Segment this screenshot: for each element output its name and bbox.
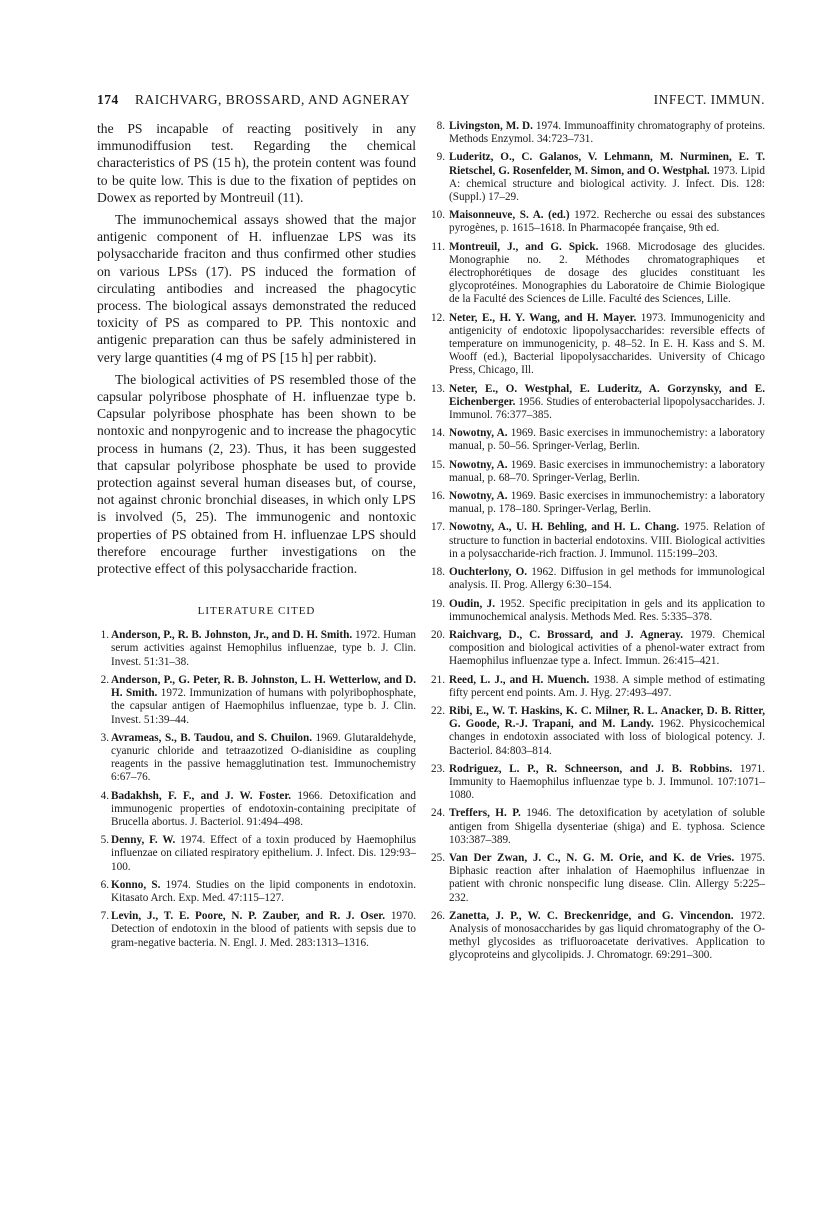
reference-authors: Levin, J., T. E. Poore, N. P. Zauber, and R. J. Oser. — [111, 910, 386, 923]
reference-authors: Reed, L. J., and H. Muench. — [449, 673, 590, 686]
body-paragraph: The immunochemical assays showed that the major antigenic component of H. influenzae LPS was its polysaccharide fraciton and thus confirmed other studies on various LPSs (17). PS induced the formation of circulating antibodies and increased the phagocytic process. The biological assays demonstrated the reduced toxicity of PS as compared to PP. This nontoxic and antigenic preparation can thus be safely administered in very large quantities (4 mg of PS [15 h] per rabbit). — [97, 212, 416, 365]
reference-authors: Avrameas, S., B. Taudou, and S. Chuilon. — [111, 731, 312, 744]
reference-number: 1. — [100, 629, 109, 642]
reference-entry — [433, 910, 765, 963]
reference-text: 1975. Biphasic reaction after inhalation of Haemophilus influenzae in patient with chronic nonspecific lung disease. Clin. Allergy 5:225–232. — [449, 851, 765, 904]
reference-authors: Luderitz, O., C. Galanos, V. Lehmann, M. Nurminen, E. T. Rietschel, G. Rosenfelder, M. Simon, and O. Westphal. — [449, 151, 765, 177]
reference-text: 1972. Analysis of monosaccharides by gas liquid chromatography of the O-methyl glycosides as trifluoroacetate derivatives. Application to glycoproteins and glycolipids. J. Chromatogr. 69:291–300. — [449, 909, 765, 962]
journal-name: INFECT. IMMUN. — [653, 92, 765, 107]
reference-text: 1946. The detoxification by acetylation of soluble antigen from Shigella dysenteriae (shiga) and E. typhosa. Science 103:387–389. — [449, 807, 765, 846]
reference-authors: Anderson, P., G. Peter, R. B. Johnston, L. H. Wetterlow, and D. H. Smith. — [111, 673, 416, 700]
reference-entry — [97, 629, 416, 669]
reference-entry — [97, 732, 416, 785]
reference-text: 1974. Immunoaffinity chromatography of proteins. Methods Enzymol. 34:723–731. — [449, 120, 766, 146]
reference-entry — [97, 834, 416, 874]
reference-text: 1969. Basic exercises in immunochemistry: a laboratory manual, p. 50–56. Springer-Verlag, Berlin. — [449, 427, 765, 453]
reference-entry — [433, 241, 765, 307]
reference-authors: Maisonneuve, S. A. (ed.) — [449, 209, 570, 222]
body-paragraph: The biological activities of PS resembled those of the capsular polyribose phosphate of H. influenzae type b. Capsular polyribose phosphate has been shown to be nontoxic and nonpyrogenic and to increase the phagocytic process in humans (2, 23). Thus, it has been suggested that capsular polyribose phosphate be used to provide protection against several human diseases but, of course, not against chronic bronchial diseases, in which only LPS is involved (5, 25). The immunogenic and nontoxic properties of PS obtained from H. influenzae LPS should therefore encourage further investigations on the protective effect of this polysaccharide fraction. — [97, 371, 416, 577]
reference-entry — [433, 383, 765, 423]
reference-authors: Nowotny, A. — [449, 427, 508, 440]
reference-number: 11. — [431, 240, 445, 253]
reference-entry — [433, 490, 765, 516]
reference-entry — [433, 763, 765, 803]
reference-authors: Nowotny, A. — [449, 490, 508, 503]
reference-text: 1974. Effect of a toxin produced by Haemophilus influenzae on ciliated respiratory epithelium. J. Infect. Dis. 129:93–100. — [111, 834, 417, 873]
reference-authors: Rodriguez, L. P., R. Schneerson, and J. B. Robbins. — [449, 762, 733, 775]
reference-entry — [433, 312, 765, 378]
reference-text: 1938. A simple method of estimating fifty percent end points. Am. J. Hyg. 27:493–497. — [449, 673, 765, 699]
reference-text: 1970. Detection of endotoxin in the blood of patients with sepsis due to gram-negative bacteria. N. Engl. J. Med. 283:1313–1316. — [111, 910, 416, 949]
reference-number: 7. — [100, 910, 109, 923]
reference-number: 10. — [431, 209, 445, 222]
right-column — [433, 120, 765, 968]
reference-authors: Van Der Zwan, J. C., N. G. M. Orie, and K. de Vries. — [449, 851, 735, 864]
reference-number: 24. — [431, 807, 445, 820]
reference-text: 1972. Recherche ou essai des substances pyrogènes, p. 1615–1618. In Pharmacopée française, 9th ed. — [449, 209, 765, 235]
reference-entry — [433, 459, 765, 485]
reference-text: 1962. Physicochemical changes in endotoxin associated with loss of biological potency. J. Bacteriol. 84:803–814. — [449, 718, 765, 757]
reference-entry — [433, 674, 765, 700]
reference-text: 1952. Specific precipitation in gels and its application to immunochemical analysis. Methods Med. Res. 5:335–378. — [449, 597, 766, 623]
reference-entry — [433, 629, 765, 669]
reference-text: 1969. Glutaraldehyde, cyanuric chloride and tetraazotized O-dianisidine as coupling reagents in the passive hemagglutination test. Immunochemistry 6:67–76. — [111, 731, 417, 784]
reference-number: 12. — [431, 311, 445, 324]
reference-number: 3. — [100, 731, 109, 744]
reference-text: 1956. Studies of enterobacterial lipopolysaccharides. J. Immunol. 76:377–385. — [449, 395, 766, 422]
reference-entry — [97, 674, 416, 727]
reference-text: 1979. Chemical composition and biological activities of a phenol-water extract from Haemophilus influenzae type a. Infect. Immun. 26:415–421. — [449, 628, 766, 668]
reference-text: 1972. Human serum activities against Hemophilus influenzae, type b. J. Clin. Invest. 51:31–38. — [111, 629, 417, 668]
reference-authors: Treffers, H. P. — [449, 807, 521, 820]
page-number: 174 — [97, 92, 119, 107]
reference-number: 23. — [431, 762, 445, 775]
body-paragraph: the PS incapable of reacting positively in any immunodiffusion test. Regarding the chemical characteristics of PS (15 h), the protein content was found to be quite low. This is due to the fixation of peptides on Dowex as reported by Montreuil (11). — [97, 121, 416, 205]
reference-number: 4. — [100, 789, 109, 802]
reference-entry — [433, 151, 765, 204]
reference-entry — [97, 910, 416, 950]
reference-number: 8. — [436, 120, 445, 132]
reference-authors: Nowotny, A. — [449, 458, 508, 471]
reference-number: 26. — [431, 909, 445, 922]
reference-authors: Montreuil, J., and G. Spick. — [449, 240, 599, 253]
reference-entry — [433, 120, 765, 146]
left-column — [97, 120, 416, 955]
reference-authors: Raichvarg, D., C. Brossard, and J. Agneray. — [449, 628, 684, 641]
reference-authors: Badakhsh, F. F., and J. W. Foster. — [111, 789, 292, 802]
reference-list-left — [97, 629, 416, 949]
reference-number: 2. — [100, 673, 109, 686]
running-authors: RAICHVARG, BROSSARD, AND AGNERAY — [135, 92, 411, 107]
reference-number: 5. — [100, 834, 109, 847]
reference-entry — [433, 705, 765, 758]
reference-entry — [433, 598, 765, 624]
reference-entry — [433, 521, 765, 561]
reference-text: 1975. Relation of structure to function in bacterial endotoxins. VIII. Biological activities in a polysaccharide-rich fraction. J. Immunol. 115:199–203. — [449, 521, 766, 560]
reference-number: 16. — [431, 490, 445, 503]
reference-text: 1966. Detoxification and immunogenic properties of endotoxin-containing precipitate of Brucella abortus. J. Bacteriol. 91:494–498. — [111, 789, 416, 828]
reference-authors: Denny, F. W. — [111, 834, 176, 847]
reference-text: 1973. Immunogenicity and antigenicity of endotoxic lipopolysaccharides: reversible effects of temperature on immunogenicity, p. 48–52. In E. H. Kass and S. M. Wooff (ed.), Bacterial lipopolysaccharides. University of Chicago Press, Chicago, Ill. — [449, 311, 766, 377]
reference-authors: Ouchterlony, O. — [449, 566, 528, 579]
reference-text: 1968. Microdosage des glucides. Monographie no. 2. Méthodes chromatographiques et électrophorétiques de dosage des glucides constituant les glycoprotéines. Monographies du Laboratoire de Chimie Biologique de la Faculté des Sciences de Lille. Faculté des Sciences, Lille. — [449, 240, 765, 306]
reference-number: 6. — [100, 878, 109, 891]
reference-number: 15. — [431, 458, 445, 471]
reference-number: 22. — [431, 704, 445, 717]
reference-text: 1969. Basic exercises in immunochemistry: a laboratory manual, p. 178–180. Springer-Verlag, Berlin. — [449, 490, 765, 516]
reference-number: 14. — [431, 427, 445, 440]
reference-entry — [433, 427, 765, 453]
reference-text: 1971. Immunity to Haemophilus influenzae type b. J. Immunol. 107:1071–1080. — [449, 762, 766, 802]
reference-authors: Oudin, J. — [449, 597, 496, 610]
reference-authors: Konno, S. — [111, 878, 161, 891]
reference-authors: Anderson, P., R. B. Johnston, Jr., and D. H. Smith. — [111, 629, 353, 642]
reference-text: 1962. Diffusion in gel methods for immunological analysis. II. Prog. Allergy 6:30–154. — [449, 566, 765, 592]
reference-text: 1969. Basic exercises in immunochemistry: a laboratory manual, p. 68–70. Springer-Verlag, Berlin. — [449, 458, 765, 484]
reference-entry — [97, 879, 416, 905]
reference-number: 9. — [436, 151, 445, 164]
reference-entry — [433, 807, 765, 847]
reference-number: 25. — [431, 851, 445, 864]
reference-number: 13. — [431, 382, 445, 395]
reference-authors: Livingston, M. D. — [449, 120, 533, 132]
reference-number: 18. — [431, 566, 445, 579]
reference-entry — [433, 852, 765, 905]
reference-text: 1973. Lipid A: chemical structure and biological activity. J. Infect. Dis. 128: (Suppl.) 17–29. — [449, 164, 766, 204]
reference-authors: Neter, E., H. Y. Wang, and H. Mayer. — [449, 311, 637, 324]
reference-number: 20. — [431, 628, 445, 641]
reference-number: 21. — [431, 673, 445, 686]
reference-number: 19. — [431, 597, 445, 610]
reference-text: 1974. Studies on the lipid components in endotoxin. Kitasato Arch. Exp. Med. 47:115–127. — [111, 878, 417, 904]
reference-authors: Nowotny, A., U. H. Behling, and H. L. Chang. — [449, 521, 680, 534]
reference-number: 17. — [431, 521, 445, 534]
reference-entry — [97, 790, 416, 830]
reference-entry — [433, 566, 765, 592]
reference-authors: Zanetta, J. P., W. C. Breckenridge, and G. Vincendon. — [449, 909, 734, 922]
reference-list-right — [433, 120, 765, 963]
reference-authors: Neter, E., O. Westphal, E. Luderitz, A. Gorzynsky, and E. Eichenberger. — [449, 382, 765, 408]
literature-cited-heading: LITERATURE CITED — [197, 605, 316, 618]
reference-entry — [433, 209, 765, 235]
running-header — [97, 92, 765, 112]
reference-authors: Ribi, E., W. T. Haskins, K. C. Milner, R. L. Anacker, D. B. Ritter, G. Goode, R.-J. Trapani, and M. Landy. — [449, 704, 765, 731]
reference-text: 1972. Immunization of humans with polyribophosphate, the capsular antigen of Haemophilus influenzae, type b. J. Clin. Invest. 51:39–44. — [111, 687, 417, 726]
